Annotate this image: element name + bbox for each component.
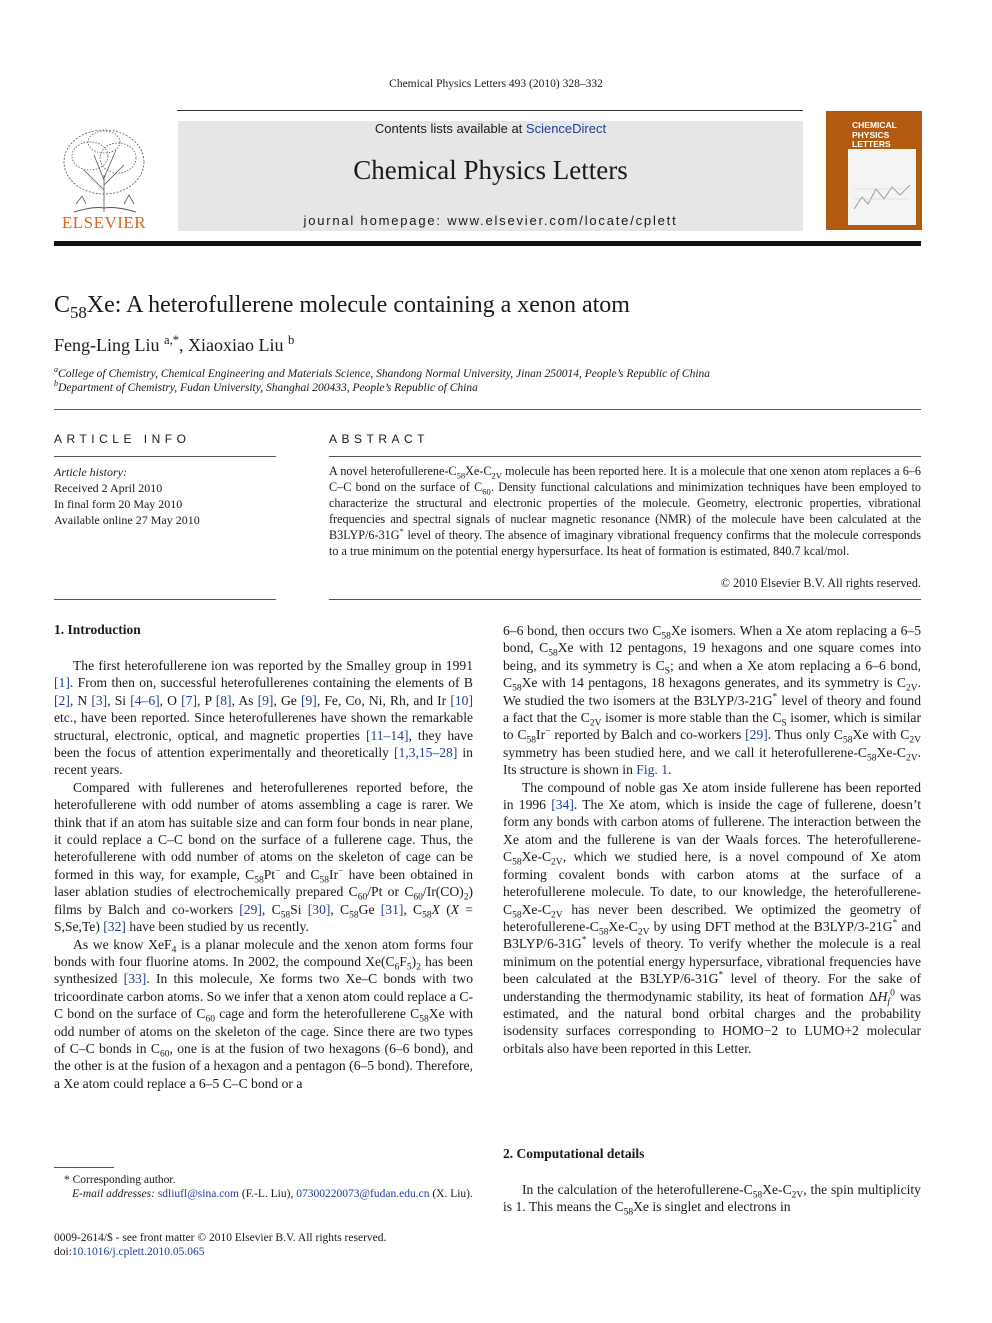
front-matter-notice	[54, 1231, 386, 1259]
article-title: $C_{58}Xe$: A heterofullerene molecule containing a xenon atom	[54, 292, 630, 322]
continuation-paragraph: 6–6 bond, then occurs two $C_{58}Xe$ isomers. When a Xe atom replacing a 6–5 bond, $C_{58}Xe$ with 12 pentagons, 19 hexagons and one square comes into being, and its symmetry is $C_S$; and when a Xe atom replacing a 6–6 bond, $C_{58}Xe$ with 14 pentagons, 18 hexagons generates, and its symmetry is $C_{2V}$. We studied the two isomers at the B3LYP/3-21G* level of theory and found a fact that the $C_{2V}$ isomer is more stable than the $C_S$ isomer, which is similar to $C_{58}Ir^-$ reported by Balch and co-workers [29]. Thus only $C_{58}Xe$ with $C_{2V}$ symmetry has been studied here, and we call it heterofullerene-$C_{58}Xe-C_{2V}$. Its structure is shown in Fig. 1.	[503, 623, 922, 778]
abstract-rule	[329, 456, 921, 457]
author-list: Feng-Ling Liu $^{a,*}$, Xiaoxiao Liu $^b$	[54, 333, 295, 355]
abstract-text: A novel heterofullerene-$C_{58}Xe-C_{2V}$ molecule has been reported here. It is a molecule that one xenon atom replaces a 6–6 C–C bond on the surface of $C_{60}$. Density functional calculations and minimization techniques have been employed to characterize the structural and electronic properties of the molecule. Geometry, electronic properties, vibrational frequencies and spectral signals of nuclear magnetic resonance (NMR) of the molecule have been calculated at the B3LYP/6-31G* level of theory. The absence of imaginary vibrational frequency confirms that the molecule corresponds to a true minimum on the potential energy hypersurface. Its heat of formation is estimated, 840.7 kcal/mol.	[329, 464, 922, 558]
elsevier-logo	[54, 120, 154, 232]
affiliation-b: $^b$Department of Chemistry, Fudan University, Shanghai 200433, People’s Republic of China	[54, 379, 478, 394]
contents-line	[178, 121, 803, 136]
masthead-rule	[54, 241, 921, 246]
abstract-copyright: © 2010 Elsevier B.V. All rights reserved.	[720, 576, 921, 590]
tree-icon	[54, 120, 154, 232]
journal-name: Chemical Physics Letters	[353, 155, 628, 185]
article-info-rule	[54, 456, 276, 457]
history-final: In final form 20 May 2010	[54, 497, 183, 511]
computational-body	[503, 1181, 921, 1219]
email-footnote: E-mail addresses: sdliufl@sina.com (F.-L. Liu), 07300220073@fudan.edu.cn (X. Liu).	[72, 1188, 473, 1200]
intro-body	[54, 657, 473, 1092]
journal-homepage[interactable]: journal homepage: www.elsevier.com/locate/cplett	[303, 213, 678, 228]
abstract-bottom-rule	[329, 599, 921, 600]
elsevier-wordmark: ELSEVIER	[61, 213, 147, 232]
header-rule	[177, 110, 803, 111]
intro-paragraph: As we know XeF$_4$ is a planar molecule and the xenon atom forms four bonds with four fluorine atoms. In 2002, the compound $Xe(C_6F_5)_2$ has been synthesized [33]. In this molecule, Xe forms two Xe–C bonds with two tricoordinate carbon atoms. So we infer that a xenon atom could replace a C-C bond on the surface of $C_{60}$ cage and form the heterofullerene $C_{58}Xe$ with odd number of atoms on the skeleton of the cage. Since there are two types of C–C bonds in $C_{60}$, one is at the fusion of two hexagons (6–6 bond), and the other is at the fusion of a hexagon and a pentagon (6–5 bond). Therefore, a Xe atom could replace a 6–5 C–C bond or a	[54, 936, 474, 1091]
article-history	[54, 464, 200, 528]
computational-heading: 2. Computational details	[503, 1146, 645, 1161]
right-column-continuation	[503, 622, 921, 1057]
article-info-label: ARTICLE INFO	[54, 432, 191, 446]
intro-heading: 1. Introduction	[54, 622, 141, 637]
issn-line: 0009-2614/$ - see front matter © 2010 Elsevier B.V. All rights reserved.	[54, 1232, 387, 1244]
history-online: Available online 27 May 2010	[54, 513, 200, 527]
xe-paragraph: The compound of noble gas Xe atom inside fullerene has been reported in 1996 [34]. The Xe atom, which is inside the cage of fullerene, doesn’t form any bonds with carbon atoms of fullerene. The interaction between the Xe atom and the fullerene is van der Waals forces. The heterofullerene-$C_{58}Xe-C_{2V}$, which we studied here, is a novel compound of Xe atom forming covalent bonds with carbon atoms at the surface of a heterofullerene molecule. To date, to our knowledge, the heterofullerene-$C_{58}Xe-C_{2V}$ has never been described. We optimized the geometry of heterofullerene-$C_{58}Xe-C_{2V}$ by using DFT method at the B3LYP/3-21G* and B3LYP/6-31G* levels of theory. To verify whether the molecule is a real minimum on the potential energy hypersurface, vibrational frequencies have been calculated at the B3LYP/6-31G* level of theory. For the sake of understanding the thermodynamic stability, its heat of formation $\Delta H_f^0$ was estimated, and the natural bond orbital charges and the probability isodensity surfaces corresponding to HOMO−2 to LUMO+2 molecular orbitals also have been reported in this Letter.	[503, 779, 921, 1056]
corresponding-author-note: * Corresponding author.	[64, 1174, 176, 1186]
article-info-bottom-rule	[54, 599, 276, 600]
doi-link[interactable]: 10.1016/j.cplett.2010.05.065	[71, 1246, 205, 1258]
computational-paragraph: In the calculation of the heterofullerene-$C_{58}Xe-C_{2V}$, the spin multiplicity is 1. This means the $C_{58}Xe$ is singlet and electrons in	[503, 1182, 921, 1219]
intro-paragraph: Compared with fullerenes and heterofullerenes reported before, the heterofullerene with odd number of atoms assembling a cage is rarer. We think that if an atom has suitable size and can form four bonds in near plane, it could replace a C–C bond on the surface of a fullerene cage. Thus, the heterofullerene with odd number of atoms on the skeleton of cage can be formed in this way, for example, $C_{58}Pt^-$ and $C_{58}Ir^-$ have been obtained in laser ablation studies of electrochemically prepared $C_{60}/Pt$ or $C_{60}/Ir(CO)_2$) films by Balch and co-workers [29], $C_{58}Si$ [30], $C_{58}Ge$ [31], $C_{58}X$ (X = S,Se,Te) [32] have been studied by us recently.	[54, 779, 473, 935]
doi-line: doi:10.1016/j.cplett.2010.05.065	[54, 1246, 205, 1258]
affiliation-a: $^a$College of Chemistry, Chemical Engineering and Materials Science, Shandong Normal University, Jinan 250014, People’s Republic of China	[54, 365, 711, 380]
abstract-label: ABSTRACT	[329, 432, 430, 446]
cover-title: CHEMICAL PHYSICS LETTERS	[852, 120, 897, 149]
footnote-rule	[54, 1167, 114, 1168]
history-label: Article history:	[54, 465, 127, 479]
journal-masthead	[178, 121, 803, 231]
affiliation-rule	[54, 409, 921, 410]
journal-cover	[826, 111, 922, 230]
history-received: Received 2 April 2010	[54, 481, 163, 495]
contents-prefix: Contents lists available at	[374, 121, 526, 136]
sciencedirect-link[interactable]: ScienceDirect	[525, 121, 607, 136]
running-head: Chemical Physics Letters 493 (2010) 328–332	[389, 78, 603, 90]
intro-paragraph: The first heterofullerene ion was reported by the Smalley group in 1991 [1]. From then on, successful heterofullerenes containing the elements of B [2], N [3], Si [4–6], O [7], P [8], As [9], Ge [9], Fe, Co, Ni, Rh, and Ir [10] etc., have been reported. Since heterofullerenes have shown the remarkable structural, electronic, optical, and magnetic properties [11–14], they have been the focus of attention experimentally and theoretically [1,3,15–28] in recent years.	[54, 658, 473, 778]
cover-figure	[848, 149, 916, 225]
